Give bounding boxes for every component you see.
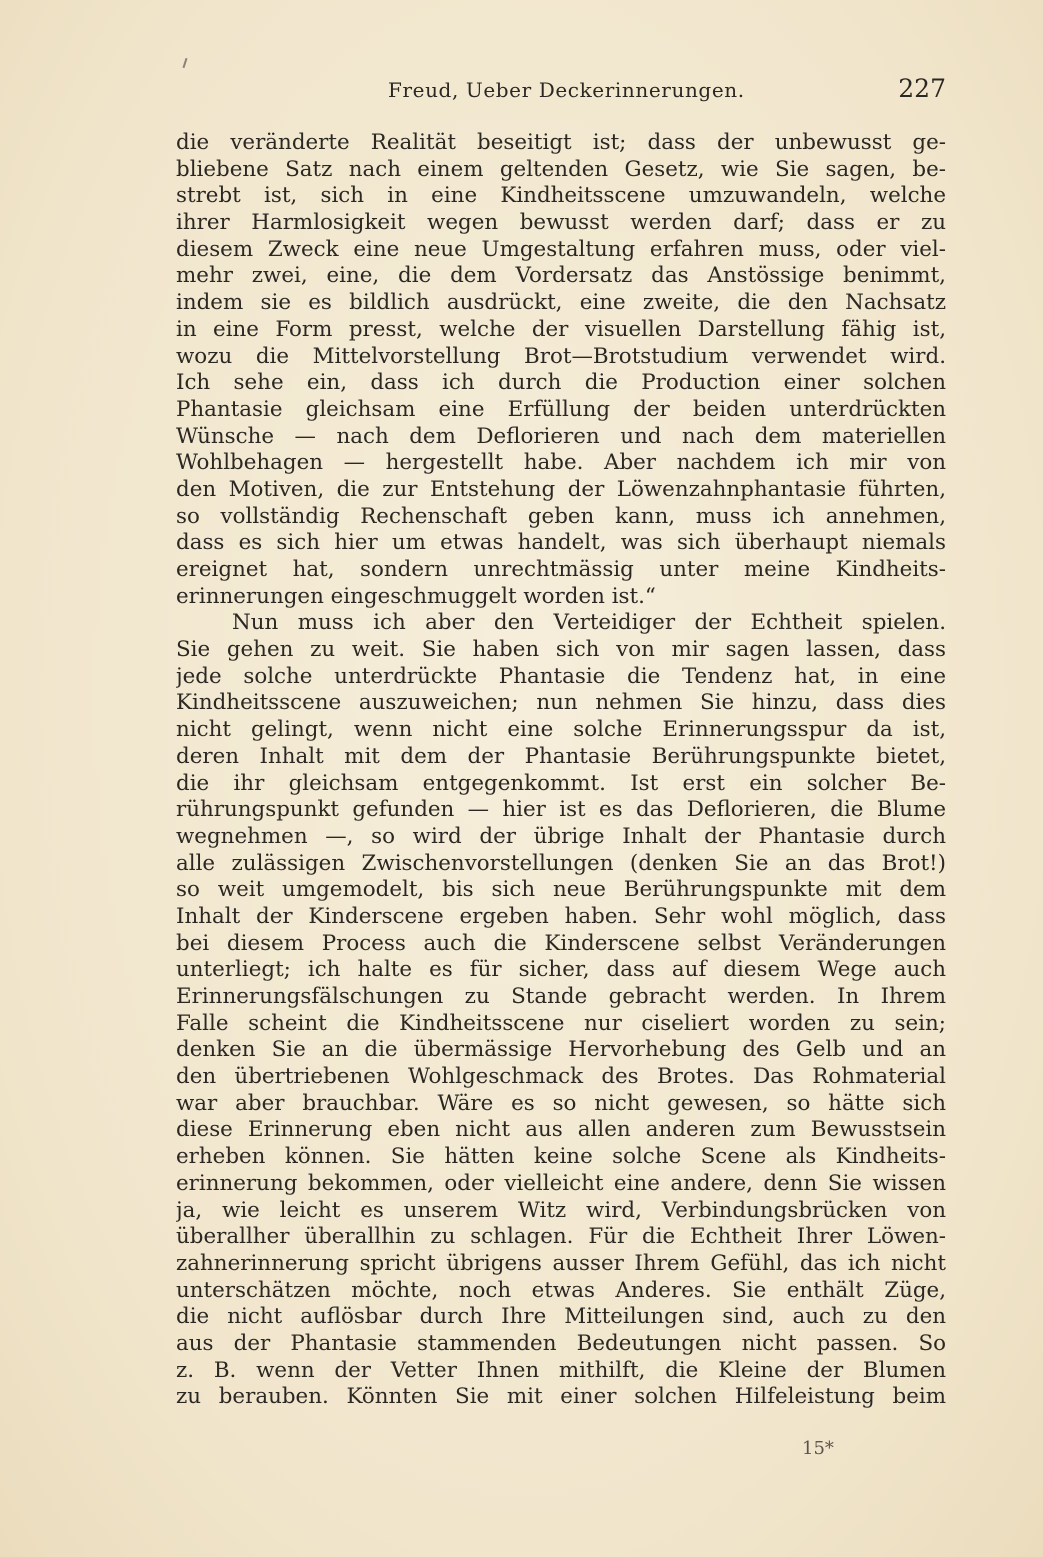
text-line: diesem Zweck eine neue Umgestaltung erfahren muss, oder viel- [176, 236, 946, 262]
text-line: so weit umgemodelt, bis sich neue Berührungspunkte mit dem [176, 877, 946, 903]
text-line [176, 1411, 946, 1438]
text-line: z. B. wenn der Vetter Ihnen mithilft, die Kleine der Blumen [176, 1357, 946, 1383]
page-number: 227 [898, 74, 946, 103]
text-line: denken Sie an die übermässige Hervorhebung des Gelb und an [176, 1037, 946, 1063]
text-line: deren Inhalt mit dem der Phantasie Berührungspunkte bietet, [176, 743, 946, 769]
text-line: ereignet hat, sondern unrechtmässig unter meine Kindheits- [176, 557, 946, 582]
text-line: überallher überallhin zu schlagen. Für die Echtheit Ihrer Löwen- [176, 1224, 946, 1250]
text-line: den übertriebenen Wohlgeschmack des Brotes. Das Rohmaterial [176, 1064, 946, 1090]
text-line: war aber brauchbar. Wäre es so nicht gewesen, so hätte sich [176, 1090, 946, 1116]
text-line: strebt ist, sich in eine Kindheitsscene umzuwandeln, welche [176, 183, 946, 209]
text-line: Falle scheint die Kindheitsscene nur ciseliert worden zu sein; [176, 1010, 946, 1036]
text-line: Inhalt der Kinderscene ergeben haben. Sehr wohl möglich, dass [176, 903, 946, 929]
text-line: den Motiven, die zur Entstehung der Löwenzahnphantasie führten, [176, 476, 946, 502]
text-line: in eine Form presst, welche der visuellen Darstellung fähig ist, [176, 316, 946, 342]
text-line: erheben können. Sie hätten keine solche Scene als Kindheits- [176, 1144, 946, 1170]
text-line: erinnerung bekommen, oder vielleicht eine andere, denn Sie wissen [176, 1170, 946, 1196]
ink-speck [183, 58, 188, 68]
text-line: indem sie es bildlich ausdrückt, eine zweite, die den Nachsatz [176, 290, 946, 316]
text-line: zu berauben. Könnten Sie mit einer solchen Hilfeleistung beim [176, 1384, 946, 1410]
text-line: wozu die Mittelvorstellung Brot—Brotstudium verwendet wird. [176, 343, 946, 369]
text-line: wegnehmen —, so wird der übrige Inhalt der Phantasie durch [176, 823, 946, 849]
text-line: die ihr gleichsam entgegenkommt. Ist erst ein solcher Be- [176, 770, 946, 796]
text-line: Erinnerungsfälschungen zu Stande gebracht werden. In Ihrem [176, 984, 946, 1009]
text-line: bei diesem Process auch die Kinderscene selbst Veränderungen [176, 930, 946, 956]
text-line: unterliegt; ich halte es für sicher, dass auf diesem Wege auch [176, 957, 946, 983]
signature-mark: 15* [802, 1438, 834, 1459]
text-line: Ich sehe ein, dass ich durch die Production einer solchen [176, 370, 946, 396]
text-line: nicht gelingt, wenn nicht eine solche Erinnerungsspur da ist, [176, 717, 946, 743]
running-title: Freud, Ueber Deckerinnerungen. [388, 78, 745, 102]
paragraph-first-line: Nun muss ich aber den Verteidiger der Echtheit spielen. [232, 610, 946, 636]
text-line: ja, wie leicht es unserem Witz wird, Verbindungsbrücken von [176, 1197, 946, 1223]
text-line: jede solche unterdrückte Phantasie die Tendenz hat, in eine [176, 663, 946, 689]
text-line: Phantasie gleichsam eine Erfüllung der beiden unterdrückten [176, 396, 946, 422]
text-line: bliebene Satz nach einem geltenden Gesetz, wie Sie sagen, be- [176, 156, 946, 182]
text-line: die veränderte Realität beseitigt ist; dass der unbewusst ge- [176, 130, 946, 155]
text-line: Wünsche — nach dem Deflorieren und nach dem materiellen [176, 423, 946, 449]
paragraph-end-line: erinnerungen eingeschmuggelt worden ist.“ [176, 583, 656, 609]
text-line: aus der Phantasie stammenden Bedeutungen nicht passen. So [176, 1330, 946, 1356]
text-line: Kindheitsscene auszuweichen; nun nehmen Sie hinzu, dass dies [176, 690, 946, 716]
text-line: dass es sich hier um etwas handelt, was sich überhaupt niemals [176, 530, 946, 556]
text-line: zahnerinnerung spricht übrigens ausser Ihrem Gefühl, das ich nicht [176, 1250, 946, 1276]
text-line: ihrer Harmlosigkeit wegen bewusst werden darf; dass er zu [176, 210, 946, 236]
text-line: rührungspunkt gefunden — hier ist es das Deflorieren, die Blume [176, 797, 946, 823]
text-line: die nicht auflösbar durch Ihre Mitteilungen sind, auch zu den [176, 1304, 946, 1330]
text-line: Wohlbehagen — hergestellt habe. Aber nachdem ich mir von [176, 450, 946, 476]
text-line: diese Erinnerung eben nicht aus allen anderen zum Bewusstsein [176, 1117, 946, 1143]
text-line: so vollständig Rechenschaft geben kann, muss ich annehmen, [176, 503, 946, 529]
text-line: unterschätzen möchte, noch etwas Anderes. Sie enthält Züge, [176, 1277, 946, 1303]
text-line: Sie gehen zu weit. Sie haben sich von mir sagen lassen, dass [176, 637, 946, 663]
text-line: alle zulässigen Zwischenvorstellungen (denken Sie an das Brot!) [176, 850, 946, 876]
page-header [176, 74, 946, 114]
text-line: mehr zwei, eine, die dem Vordersatz das Anstössige benimmt, [176, 263, 946, 289]
body-text [176, 130, 946, 1438]
